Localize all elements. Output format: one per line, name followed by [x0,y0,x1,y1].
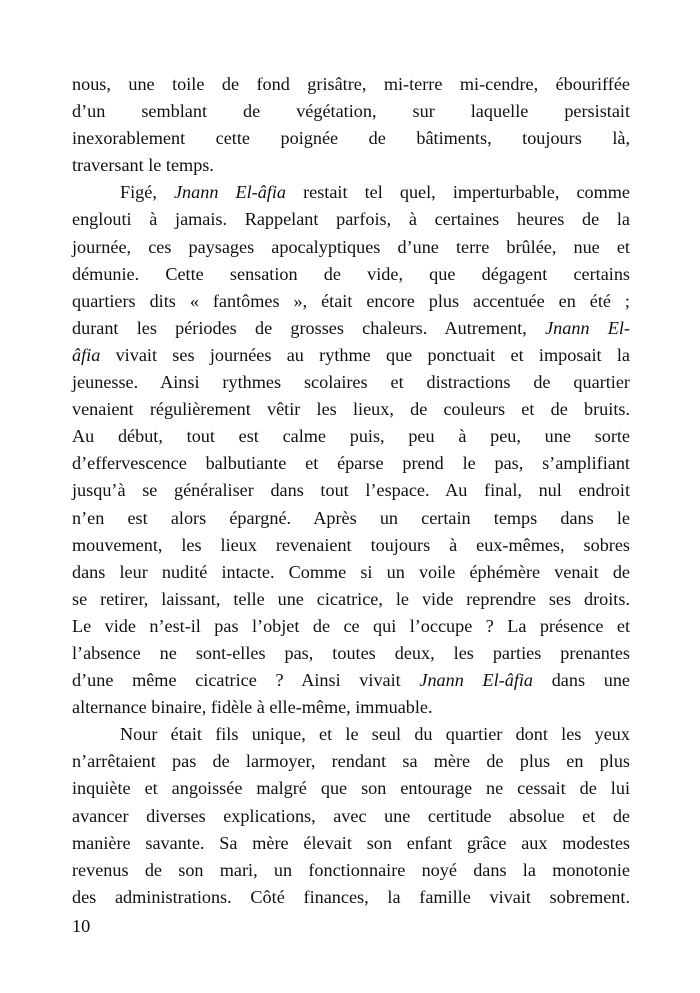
text-line: démunie. Cette sensation de vide, que dégagent certains [72,263,630,284]
text-line: englouti à jamais. Rappelant parfois, à certaines heures de la [72,209,630,230]
text-line: des administrations. Côté finances, la famille vivait sobrement. [72,886,630,907]
text-line: alternance binaire, fidèle à elle-même, immuable. [72,697,433,718]
text-line: jusqu’à se généraliser dans tout l’espace. Au final, nul endroit [72,480,630,501]
text-line: quartiers dits « fantômes », était encore plus accentuée en été ; [72,290,630,311]
text-line: d’un semblant de végétation, sur laquelle persistait [72,101,630,122]
text-line: manière savante. Sa mère élevait son enfant grâce aux modestes [72,832,630,853]
text-line: nous, une toile de fond grisâtre, mi-terre mi-cendre, ébouriffée [72,74,630,94]
text-line: d’effervescence balbutiante et éparse prend le pas, s’amplifiant [72,453,630,474]
text-line: avancer diverses explications, avec une certitude absolue et de [72,805,630,826]
text-line: revenus de son mari, un fonctionnaire noyé dans la monotonie [72,859,630,880]
text-line: n’en est alors épargné. Après un certain temps dans le [72,507,630,528]
page-body-text [72,71,630,911]
text-line: mouvement, les lieux revenaient toujours à eux-mêmes, sobres [72,534,630,555]
text-line: se retirer, laissant, telle une cicatrice, le vide reprendre ses droits. [72,588,630,609]
text-line: âfia vivait ses journées au rythme que ponctuait et imposait la [72,344,630,365]
place-name-italic: âfia [72,344,101,365]
page-number: 10 [72,916,91,936]
text-line: venaient régulièrement vêtir les lieux, de couleurs et de bruits. [72,399,630,420]
text-line: traversant le temps. [72,155,214,176]
text-line: Au début, tout est calme puis, peu à peu, une sorte [72,426,630,447]
text-line: journée, ces paysages apocalyptiques d’une terre brûlée, nue et [72,236,630,257]
text-line: d’une même cicatrice ? Ainsi vivait Jnann El-âfia dans une [72,670,630,691]
text-line: Le vide n’est-il pas l’objet de ce qui l’occupe ? La présence et [72,615,630,636]
text-line: durant les périodes de grosses chaleurs. Autrement, Jnann El- [72,317,630,338]
text-line: inexorablement cette poignée de bâtiments, toujours là, [72,128,630,149]
text-line: Figé, Jnann El-âfia restait tel quel, imperturbable, comme [120,182,630,203]
place-name-italic: Jnann El-âfia [419,670,534,691]
place-name-italic: Jnann El- [545,317,630,338]
text-line: jeunesse. Ainsi rythmes scolaires et distractions de quartier [72,372,630,393]
text-line: Nour était fils unique, et le seul du quartier dont les yeux [120,724,630,745]
text-line: n’arrêtaient pas de larmoyer, rendant sa mère de plus en plus [72,751,630,772]
place-name-italic: Jnann El-âfia [173,182,287,203]
text-line: dans leur nudité intacte. Comme si un voile éphémère venait de [72,561,630,582]
text-line: l’absence ne sont-elles pas, toutes deux, les parties prenantes [72,642,630,663]
text-line: inquiète et angoissée malgré que son entourage ne cessait de lui [72,778,630,799]
